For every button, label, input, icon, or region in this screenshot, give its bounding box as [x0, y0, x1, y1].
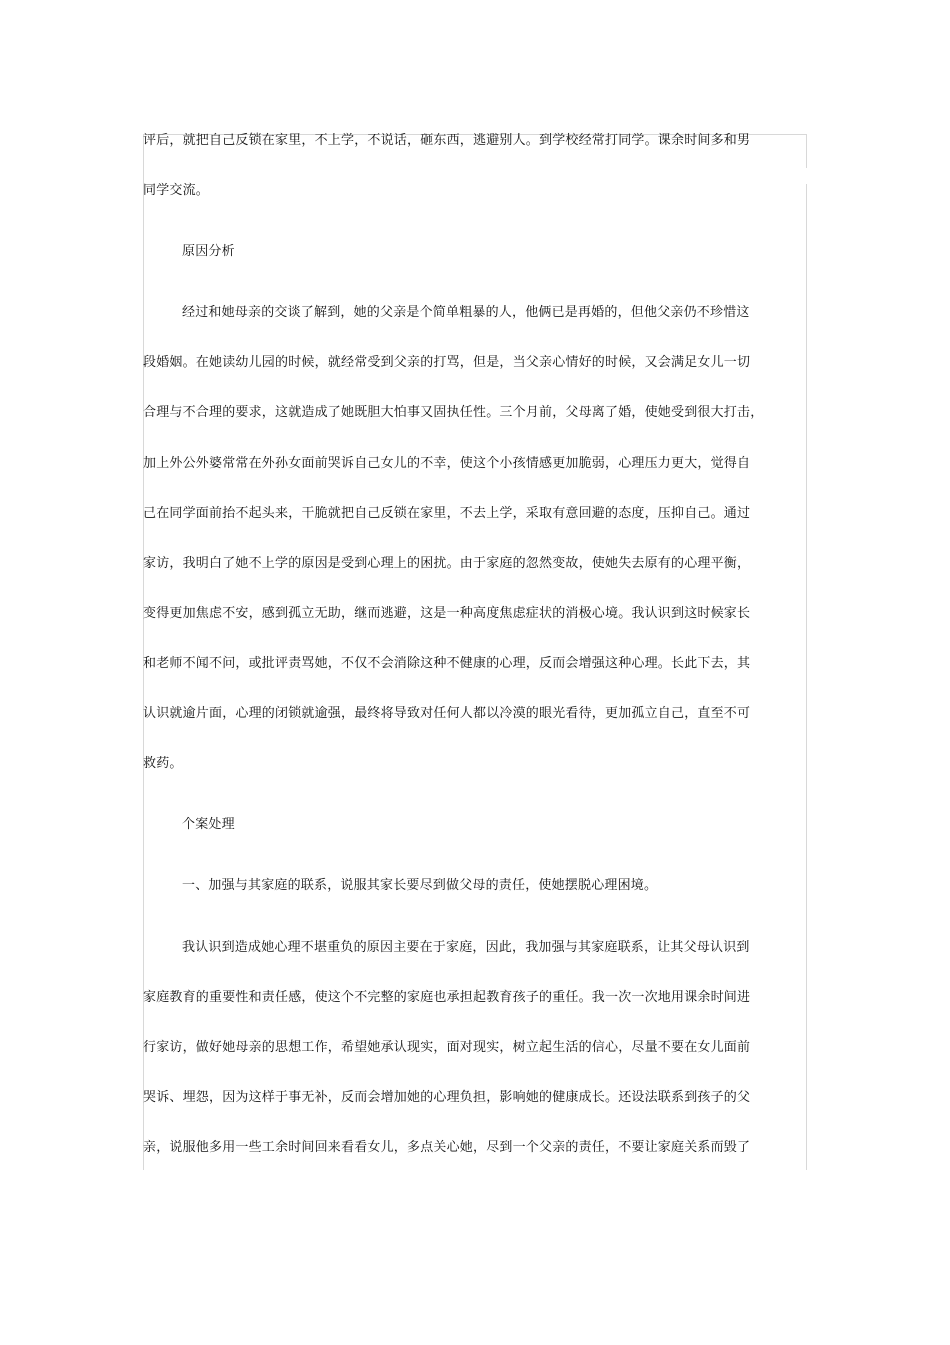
text-line: 我认识到造成她心理不堪重负的原因主要在于家庭，因此，我加强与其家庭联系，让其父母认识到 — [182, 940, 750, 955]
text-line: 经过和她母亲的交谈了解到，她的父亲是个简单粗暴的人，他俩已是再婚的，但他父亲仍不珍惜这 — [182, 305, 750, 320]
frame-right-line-lower — [806, 184, 807, 1170]
section-heading-cause-analysis: 原因分析 — [182, 244, 235, 259]
text-line: 认识就逾片面，心理的闭锁就逾强，最终将导致对任何人都以冷漠的眼光看待，更加孤立自己，直至不可 — [143, 706, 751, 721]
text-line: 家访，我明白了她不上学的原因是受到心理上的困扰。由于家庭的忽然变故，使她失去原有的心理平衡， — [143, 556, 751, 571]
text-line: 救药。 — [143, 756, 183, 771]
text-line: 变得更加焦虑不安，感到孤立无助，继而逃避，这是一种高度焦虑症状的消极心境。我认识到这时候家长 — [143, 606, 751, 621]
text-line: 行家访，做好她母亲的思想工作，希望她承认现实，面对现实，树立起生活的信心，尽量不要在女儿面前 — [143, 1040, 751, 1055]
text-line: 和老师不闻不问，或批评责骂她，不仅不会消除这种不健康的心理，反而会增强这种心理。长此下去，其 — [143, 656, 751, 671]
text-line: 加上外公外婆常常在外孙女面前哭诉自己女儿的不幸，使这个小孩情感更加脆弱，心理压力更大，觉得自 — [143, 456, 751, 471]
frame-right-line-upper — [806, 134, 807, 168]
text-line: 己在同学面前抬不起头来，干脆就把自己反锁在家里，不去上学，采取有意回避的态度，压抑自己。通过 — [143, 506, 751, 521]
text-line: 家庭教育的重要性和责任感，使这个不完整的家庭也承担起教育孩子的重任。我一次一次地用课余时间进 — [143, 990, 751, 1005]
text-line: 评后，就把自己反锁在家里，不上学，不说话，砸东西，逃避别人。到学校经常打同学。课余时间多和男 — [143, 133, 751, 148]
text-line: 哭诉、埋怨，因为这样于事无补，反而会增加她的心理负担，影响她的健康成长。还设法联系到孩子的父 — [143, 1090, 751, 1105]
section-heading-case-handling: 个案处理 — [182, 817, 235, 832]
text-line: 合理与不合理的要求，这就造成了她既胆大怕事又固执任性。三个月前，父母离了婚，使她受到很大打击， — [143, 405, 764, 420]
text-line: 亲，说服他多用一些工余时间回来看看女儿，多点关心她，尽到一个父亲的责任，不要让家庭关系而毁了 — [143, 1140, 751, 1155]
text-line: 同学交流。 — [143, 183, 210, 198]
frame-left-line — [143, 134, 144, 1170]
text-line: 段婚姻。在她读幼儿园的时候，就经常受到父亲的打骂，但是，当父亲心情好的时候，又会满足女儿一切 — [143, 355, 751, 370]
subsection-heading: 一、加强与其家庭的联系，说服其家长要尽到做父母的责任，使她摆脱心理困境。 — [182, 878, 658, 893]
